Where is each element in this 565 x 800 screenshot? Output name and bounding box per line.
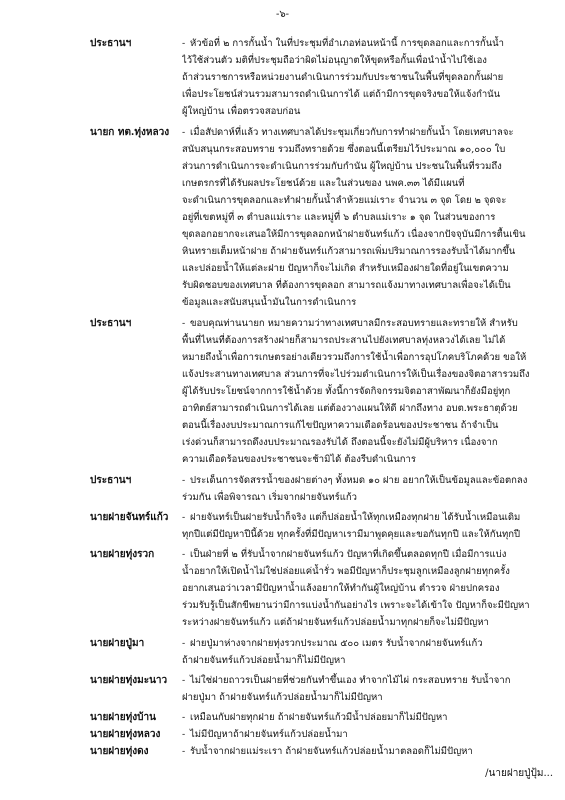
entry-text: [182, 35, 550, 120]
line-content: แจ้งประสานทางเทศบาล ส่วนการที่จะไปร่วมดำเนินการให้เป็นเรื่องของจิตอาสารวมถึง: [182, 369, 530, 380]
minutes-entry: [90, 124, 550, 311]
text-line: [182, 175, 550, 192]
line-content: ถ้าส่วนราชการหรือหน่วยงานดำเนินการร่วมกับประชาชนในพื้นที่ขุดลอกกั้นฝาย: [182, 72, 504, 83]
line-content: ความเดือดร้อนของประชาชนจะช้ามิได้ ต้องรีบดำเนินการ: [182, 454, 416, 465]
line-content: ร่วมรับรู้เป็นสักขีพยานว่ามีการแบ่งน้ำกันอย่างไร เพราะจะได้เข้าใจ ปัญหาก็จะมีปัญหา: [182, 600, 530, 611]
line-content: จะดำเนินการขุดลอกและทำฝายกั้นน้ำลำห้วยแม่เราะ จำนวน ๓ จุด โดย ๒ จุดจะ: [182, 195, 507, 206]
line-content: ส่วนการดำเนินการจะดำเนินการร่วมกับกำนัน ผู้ใหญ่บ้าน ประชนในพื้นที่รวมถึง: [182, 161, 502, 172]
speaker-label: นายฝายทุ่งรวก: [90, 549, 155, 560]
dash-marker: -: [182, 746, 186, 757]
line-content: ไม่ใช่ฝายถาวรเป็นฝายที่ช่วยกันทำขึ้นเอง ทำจากไม้ไผ่ กระสอบทราย รับน้ำจาก: [190, 675, 511, 686]
text-line: [182, 294, 550, 311]
line-content: ไว้ใช้ส่วนตัว มติที่ประชุมถือว่าผิดไม่อนุญาตให้ขุดหรือกั้นเพื่อนำน้ำไปใช้เอง: [182, 55, 487, 66]
text-line: [182, 158, 550, 175]
line-content: เป็นฝ่ายที่ ๒ ที่รับน้ำจากฝายจันทร์แก้ว ปัญหาที่เกิดขึ้นตลอดทุกปี เมื่อมีการแบ่ง: [190, 549, 507, 560]
dash-marker: -: [182, 712, 186, 723]
line-content: หินทรายเต็มหน้าฝาย ถ้าฝายจันทร์แก้วสามารถเพิ่มปริมาณการรองรับน้ำได้มากขึ้น: [182, 246, 516, 257]
speaker-label: นายฝายทุ่งบ้าน: [90, 712, 156, 723]
page-number: -๖-: [275, 9, 290, 20]
text-line: [182, 672, 550, 689]
text-line: [182, 417, 550, 434]
line-content: อยู่ที่เขตหมู่ที่ ๓ ตำบลแม่เราะ และหมู่ที่ ๖ ตำบลแม่เราะ ๑ จุด ในส่วนของการ: [182, 212, 496, 223]
text-line: [182, 526, 550, 543]
text-line: [182, 509, 550, 526]
entry-text: [182, 124, 550, 311]
line-content: อยากเสนอว่าเวลามีปัญหาน้ำแล้งอยากให้ทำกันผู้ใหญ่บ้าน ตำรวจ ฝ่ายปกครอง: [182, 583, 500, 594]
dash-marker: -: [182, 512, 186, 523]
text-line: [182, 366, 550, 383]
entry-text: [182, 743, 550, 760]
line-content: ฝายจันทร์เป็นฝายรับน้ำก็จริง แต่ก็ปล่อยน้ำให้ทุกเหมืองทุกฝาย ได้รับน้ำเหมือนเดิม: [190, 512, 521, 523]
text-line: [182, 103, 550, 120]
line-content: สนับสนุนกระสอบทราย รวมถึงทรายด้วย ซึ่งตอนนี้เตรียมไว้ประมาณ ๑๐,๐๐๐ ใบ: [182, 144, 506, 155]
text-line: [182, 434, 550, 451]
dash-marker: -: [182, 675, 186, 686]
line-content: พื้นที่ไหนที่ต้องการสร้างฝายก็สามารถประสานไปยังเทศบาลทุ่งหลวงได้เลย ไม่ได้: [182, 335, 506, 346]
line-content: ข้อมูลและสนับสนุนน้ำมันในการดำเนินการ: [182, 297, 357, 308]
line-content: เพื่อประโยชน์ส่วนรวมสามารถดำเนินการได้ แต่ถ้ามีการขุดจริงขอให้แจ้งกำนัน: [182, 89, 501, 100]
dash-marker: -: [182, 127, 186, 138]
minutes-entry: [90, 35, 550, 120]
dash-marker: -: [182, 549, 186, 560]
minutes-entry: [90, 709, 550, 726]
entry-text: [182, 726, 550, 743]
line-content: ไม่มีปัญหาถ้าฝายจันทร์แก้วปล่อยน้ำมา: [190, 729, 348, 740]
line-content: รับผิดชอบของเทศบาล ที่ต้องการขุดลอก สามารถแจ้งมาทางเทศบาลเพื่อจะได้เป็น: [182, 280, 511, 291]
text-line: [182, 726, 550, 743]
minutes-entry: [90, 672, 550, 706]
text-line: [182, 563, 550, 580]
line-content: ถ้าฝายจันทร์แก้วปล่อยน้ำมาก็ไม่มีปัญหา: [182, 655, 346, 666]
text-line: [182, 689, 550, 706]
speaker-label: ประธานฯ: [90, 38, 132, 49]
text-line: [182, 580, 550, 597]
line-content: เมื่อสัปดาห์ที่แล้ว ทางเทศบาลได้ประชุมเกี่ยวกับการทำฝายกั้นน้ำ โดยเทศบาลจะ: [190, 127, 514, 138]
minutes-entry: [90, 509, 550, 543]
line-content: ขอบคุณท่านนายก หมายความว่าทางเทศบาลมีกระสอบทรายและทรายให้ สำหรับ: [190, 318, 518, 329]
line-content: ฝายปู่มา ถ้าฝายจันทร์แก้วปล่อยน้ำมาก็ไม่มีปัญหา: [182, 692, 383, 703]
line-content: รับน้ำจากฝายแม่ระเรา ถ้าฝายจันทร์แก้วปล่อยน้ำมาตลอดก็ไม่มีปัญหา: [190, 746, 473, 757]
continuation-footer: /นายฝายปู่ปุ้ม...: [485, 768, 553, 779]
minutes-entry: [90, 726, 550, 743]
speaker-label: นายฝายทุ่งมะนาว: [90, 675, 168, 686]
speaker-label: นายก ทต.ทุ่งหลวง: [90, 127, 170, 138]
minutes-entry: [90, 472, 550, 506]
text-line: [182, 472, 550, 489]
text-line: [182, 226, 550, 243]
text-line: [182, 35, 550, 52]
line-content: ประเด็นการจัดสรรน้ำของฝายต่างๆ ทั้งหมด ๑๐ ฝาย อยากให้เป็นข้อมูลและข้อตกลง: [190, 475, 528, 486]
line-content: ทุกปีแต่มีปัญหาปีนี้ด้วย ทุกครั้งที่มีปัญหาเรามีมาพูดคุยและขอกันทุกปี และให้กันทุกปี: [182, 529, 520, 540]
line-content: ร่วมกัน เพื่อพิจารณา เริ่มจากฝายจันทร์แก้ว: [182, 492, 357, 503]
line-content: ขุดลอกอยากจะเสนอให้มีการขุดลอกหน้าฝายจันทร์แก้ว เนื่องจากปัจจุบันมีการตื้นเขิน: [182, 229, 526, 240]
text-line: [182, 86, 550, 103]
text-line: [182, 332, 550, 349]
line-content: อาทิตย์สามารถดำเนินการได้เลย แต่ต้องวางแผนให้ดี ฝากถึงทาง อบต.พระธาตุด้วย: [182, 403, 518, 414]
minutes-entry: [90, 743, 550, 760]
line-content: ผู้ได้รับประโยชน์จากการใช้น้ำด้วย ทั้งนี้การจัดกิจกรรมจิตอาสาพัฒนาก็ยังมีอยู่ทุก: [182, 386, 511, 397]
entry-text: [182, 472, 550, 506]
line-content: เร่งด่วนก็สามารถดึงงบประมาณรองรับได้ ถึงตอนนี้จะยังไม่มีผู้บริหาร เนื่องจาก: [182, 437, 498, 448]
line-content: ตอนนี้เรื่องงบประมาณการแก้ไขปัญหาความเดือดร้อนของประชาชน ถ้าจำเป็น: [182, 420, 499, 431]
dash-marker: -: [182, 729, 186, 740]
text-line: [182, 243, 550, 260]
text-line: [182, 383, 550, 400]
dash-marker: -: [182, 38, 186, 49]
entry-text: [182, 672, 550, 706]
text-line: [182, 546, 550, 563]
entry-text: [182, 509, 550, 543]
text-line: [182, 743, 550, 760]
entry-text: [182, 709, 550, 726]
minutes-entry: [90, 315, 550, 468]
text-line: [182, 451, 550, 468]
speaker-label: ประธานฯ: [90, 475, 132, 486]
text-line: [182, 192, 550, 209]
line-content: เหมือนกับฝายทุกฝาย ถ้าฝายจันทร์แก้วมีน้ำปล่อยมาก็ไม่มีปัญหา: [190, 712, 448, 723]
entry-text: [182, 635, 550, 669]
line-content: เกษตรกรที่ได้รับผลประโยชน์ด้วย และในส่วนของ นพค.๓๓ ได้มีแผนที่: [182, 178, 465, 189]
text-line: [182, 614, 550, 631]
dash-marker: -: [182, 638, 186, 649]
speaker-label: นายฝายจันทร์แก้ว: [90, 512, 169, 523]
speaker-label: นายฝายปู่มา: [90, 638, 145, 649]
text-line: [182, 209, 550, 226]
speaker-label: ประธานฯ: [90, 318, 132, 329]
line-content: ฝายปู่มาห่างจากฝายทุ่งรวกประมาณ ๕๐๐ เมตร รับน้ำจากฝายจันทร์แก้ว: [190, 638, 483, 649]
text-line: [182, 489, 550, 506]
line-content: ระหว่างฝายจันทร์แก้ว แต่ถ้าฝายจันทร์แก้วปล่อยน้ำมาทุกฝายก็จะไม่มีปัญหา: [182, 617, 489, 628]
text-line: [182, 315, 550, 332]
text-line: [182, 349, 550, 366]
line-content: น้ำอยากให้เปิดน้ำไม่ใช่ปล่อยแค่น้ำรั่ว พอมีปัญหาก็ประชุมลูกเหมืองลูกฝายทุกครั้ง: [182, 566, 510, 577]
text-line: [182, 277, 550, 294]
text-line: [182, 69, 550, 86]
text-line: [182, 141, 550, 158]
text-line: [182, 709, 550, 726]
speaker-label: นายฝายทุ่งหลวง: [90, 729, 161, 740]
line-content: หมายถึงน้ำเพื่อการเกษตรอย่างเดียวรวมถึงการใช้น้ำเพื่อการอุปโภคบริโภคด้วย ขอให้: [182, 352, 527, 363]
entry-text: [182, 315, 550, 468]
line-content: หัวข้อที่ ๒ การกั้นน้ำ ในที่ประชุมที่อำเภอท่อนหน้านี้ การขุดลอกและการกั้นน้ำ: [190, 38, 505, 49]
text-line: [182, 597, 550, 614]
line-content: ผู้ใหญ่บ้าน เพื่อตรวจสอบก่อน: [182, 106, 301, 117]
minutes-entry: [90, 635, 550, 669]
dash-marker: -: [182, 318, 186, 329]
minutes-entries: [90, 35, 550, 760]
dash-marker: -: [182, 475, 186, 486]
text-line: [182, 124, 550, 141]
line-content: และปล่อยน้ำให้แต่ละฝาย ปัญหาก็จะไม่เกิด สำหรับเหมืองฝายใดที่อยู่ในเขตความ: [182, 263, 509, 274]
text-line: [182, 52, 550, 69]
text-line: [182, 635, 550, 652]
entry-text: [182, 546, 550, 631]
text-line: [182, 652, 550, 669]
speaker-label: นายฝายทุ่งดง: [90, 746, 149, 757]
minutes-entry: [90, 546, 550, 631]
text-line: [182, 260, 550, 277]
text-line: [182, 400, 550, 417]
